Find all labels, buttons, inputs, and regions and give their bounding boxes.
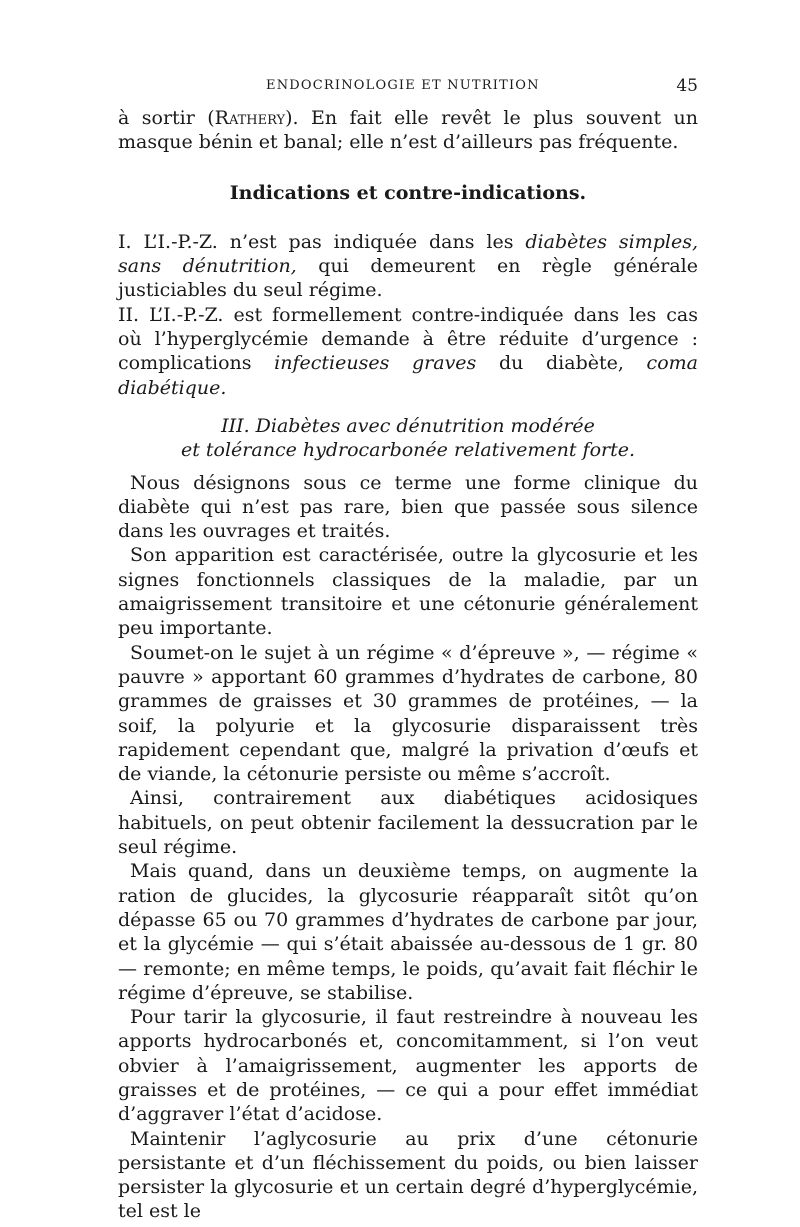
paragraph: Nous désignons sous ce terme une forme clinique du diabète qui n’est pas rare, bien que passée sous silence dans les ouvrages et traités. [118, 471, 698, 543]
paragraph: Pour tarir la glycosurie, il faut restreindre à nouveau les apports hydrocarbonés et, concomitamment, si l’on veut obvier à l’amaigrissement, augmenter les apports de graisses et de protéines, — ce qui a pour effet immédiat d’aggraver l’état d’acidose. [118, 1006, 698, 1126]
section-heading: Indications et contre-indications. [229, 181, 587, 204]
paragraph: Soumet-on le sujet à un régime « d’épreuve », — régime « pauvre » apportant 60 grammes d’hydrates de carbone, 80 grammes de graisses et 30 grammes de protéines, — la soif, la polyurie et la glycosurie disparaissent très rapidement cependant que, malgré la privation d’œufs et de viande, la cétonurie persiste ou même s’accroît. [118, 641, 698, 786]
body-text [118, 106, 698, 1224]
author-name: Rathery [214, 107, 286, 129]
subsection-heading: III. Diabètes avec dénutrition modérée et tolérance hydrocarbonée relativement forte. [180, 414, 636, 462]
paragraph: II. L’I.-P.-Z. est formellement contre-indiquée dans les cas où l’hyperglycémie demande à être réduite d’urgence : complications infectieuses graves du diabète, coma diabétique. [118, 303, 698, 399]
paragraph: Ainsi, contrairement aux diabétiques acidosiques habituels, on peut obtenir facilement la dessucration par le seul régime. [118, 787, 698, 859]
paragraph: Mais quand, dans un deuxième temps, on augmente la ration de glucides, la glycosurie réapparaît sitôt qu’on dépasse 65 ou 70 grammes d’hydrates de carbone par jour, et la glycémie — qui s’était abaissée au-dessous de 1 gr. 80 — remonte; en même temps, le poids, qu’avait fait fléchir le régime d’épreuve, se stabilise. [118, 860, 698, 1004]
paragraph: Son apparition est caractérisée, outre la glycosurie et les signes fonctionnels classiques de la maladie, par un amaigrissement transitoire et une cétonurie généralement peu importante. [118, 544, 698, 640]
paragraph: à sortir (Rathery). En fait elle revêt le plus souvent un masque bénin et banal; elle n’est d’ailleurs pas fréquente. [118, 107, 698, 154]
page [118, 70, 698, 1224]
paragraph: I. L’I.-P.-Z. n’est pas indiquée dans les diabètes simples, sans dénutrition, qui demeurent en règle générale justiciables du seul régime. [118, 230, 698, 302]
running-title: ENDOCRINOLOGIE ET NUTRITION [266, 78, 540, 93]
page-header [118, 70, 698, 106]
page-number: 45 [676, 76, 698, 96]
paragraph: Maintenir l’aglycosurie au prix d’une cétonurie persistante et d’un fléchissement du poids, ou bien laisser persister la glycosurie et un certain degré d’hyperglycémie, tel est le [118, 1127, 698, 1223]
